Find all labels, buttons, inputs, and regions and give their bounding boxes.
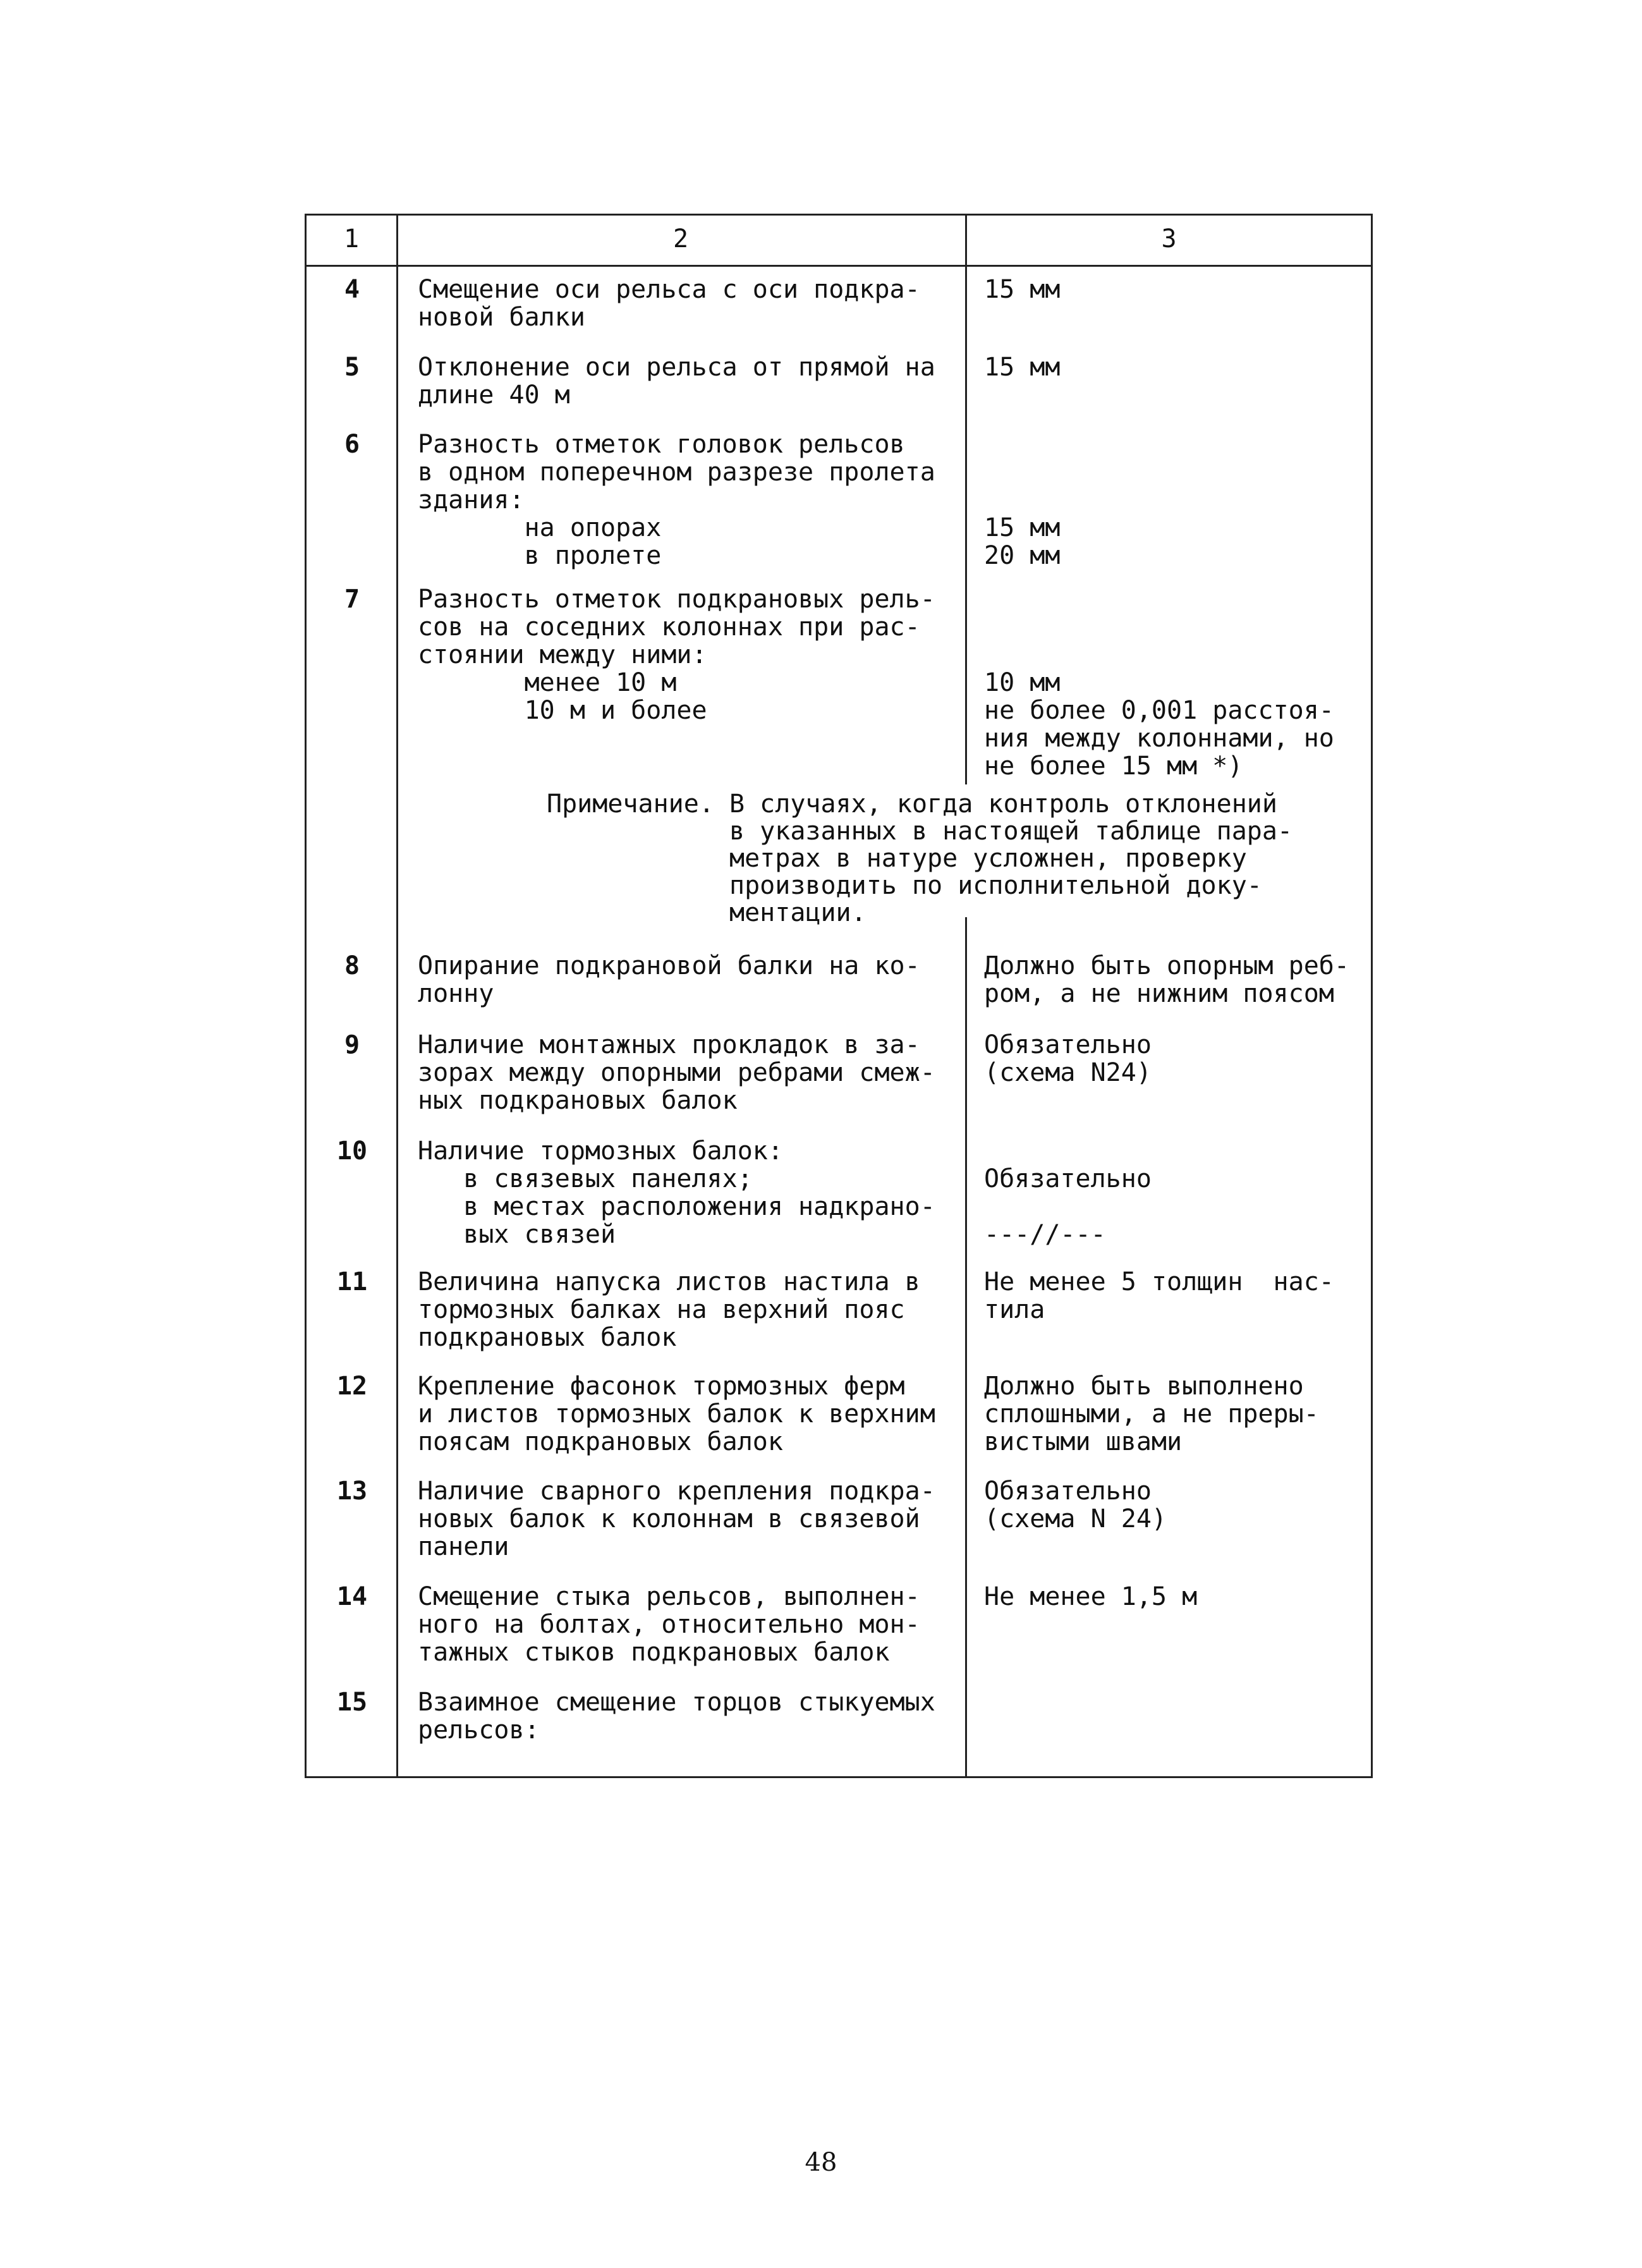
row-description: Наличие монтажных прокладок в за- зорах между опорными ребрами смеж- ных подкрановых балок xyxy=(418,1030,935,1115)
row-number: 11 xyxy=(336,1267,368,1296)
header-col-3: 3 xyxy=(1161,224,1177,253)
row-number: 13 xyxy=(336,1477,368,1506)
row-value: Обязательно (схема N 24) xyxy=(984,1477,1167,1533)
row-description: Смещение стыка рельсов, выполнен- ного на болтах, относительно мон- тажных стыков подкрановых балок xyxy=(418,1582,920,1667)
row-number: 7 xyxy=(344,585,360,614)
header-col-1: 1 xyxy=(343,224,360,253)
row-value: Не менее 1,5 м xyxy=(984,1582,1198,1611)
row-description: Опирание подкрановой балки на ко- лонну xyxy=(418,951,920,1008)
row-value: Должно быть выполнено сплошными, а не преры- вистыми швами xyxy=(984,1372,1319,1456)
row-value: 15 мм xyxy=(984,353,1061,382)
row-description: Взаимное смещение торцов стыкуемых рельсов: xyxy=(418,1688,935,1745)
row-value: Обязательно (схема N24) xyxy=(984,1030,1152,1087)
row-number: 12 xyxy=(336,1372,368,1401)
header-col-2: 2 xyxy=(672,224,689,253)
row-value: 10 мм не более 0,001 расстоя- ния между колоннами, но не более 15 мм *) xyxy=(984,668,1334,781)
row-number: 9 xyxy=(344,1030,360,1059)
row-value: 15 мм xyxy=(984,275,1061,304)
row-description: Отклонение оси рельса от прямой на длине 40 м xyxy=(418,353,935,410)
row-number: 8 xyxy=(344,951,360,980)
tolerance-table xyxy=(305,214,1373,1778)
row-value: 15 мм 20 мм xyxy=(984,513,1061,570)
row-description: Наличие тормозных балок: в связевых панелях; в местах расположения надкрано- вых связей xyxy=(418,1137,935,1249)
header-divider xyxy=(307,265,1371,267)
row-number: 6 xyxy=(344,430,360,459)
row-value: Обязательно ---//--- xyxy=(984,1164,1152,1249)
row-value: Должно быть опорным реб- ром, а не нижним поясом xyxy=(984,951,1349,1008)
row-value: Не менее 5 толщин нас- тила xyxy=(984,1267,1334,1324)
row-number: 15 xyxy=(336,1688,368,1717)
row-number: 14 xyxy=(336,1582,368,1611)
row-number: 5 xyxy=(344,353,360,382)
column-divider-1 xyxy=(396,216,398,1776)
row-description: Смещение оси рельса с оси подкра- новой балки xyxy=(418,275,920,332)
row-description: Крепление фасонок тормозных ферм и листов тормозных балок к верхним поясам подкрановых балок xyxy=(418,1372,935,1456)
row-number: 4 xyxy=(344,275,360,304)
row-description: Разность отметок головок рельсов в одном поперечном разрезе пролета здания: на опорах в пролете xyxy=(418,430,935,570)
column-divider-2 xyxy=(965,216,967,1776)
row-description: Величина напуска листов настила в тормозных балках на верхний пояс подкрановых балок xyxy=(418,1267,920,1352)
page-number: 48 xyxy=(805,2148,837,2177)
row-description: Разность отметок подкрановых рель- сов на соседних колоннах при рас- стоянии между ними: менее 10 м 10 м и более xyxy=(418,585,935,725)
table-note: Примечание. В случаях, когда контроль отклонений в указанных в настоящей таблице пара- метрах в натуре усложнен, проверку производить по исполнительной доку- ментации. xyxy=(547,790,1293,927)
row-description: Наличие сварного крепления подкра- новых балок к колоннам в связевой панели xyxy=(418,1477,935,1561)
row-number: 10 xyxy=(336,1137,368,1166)
